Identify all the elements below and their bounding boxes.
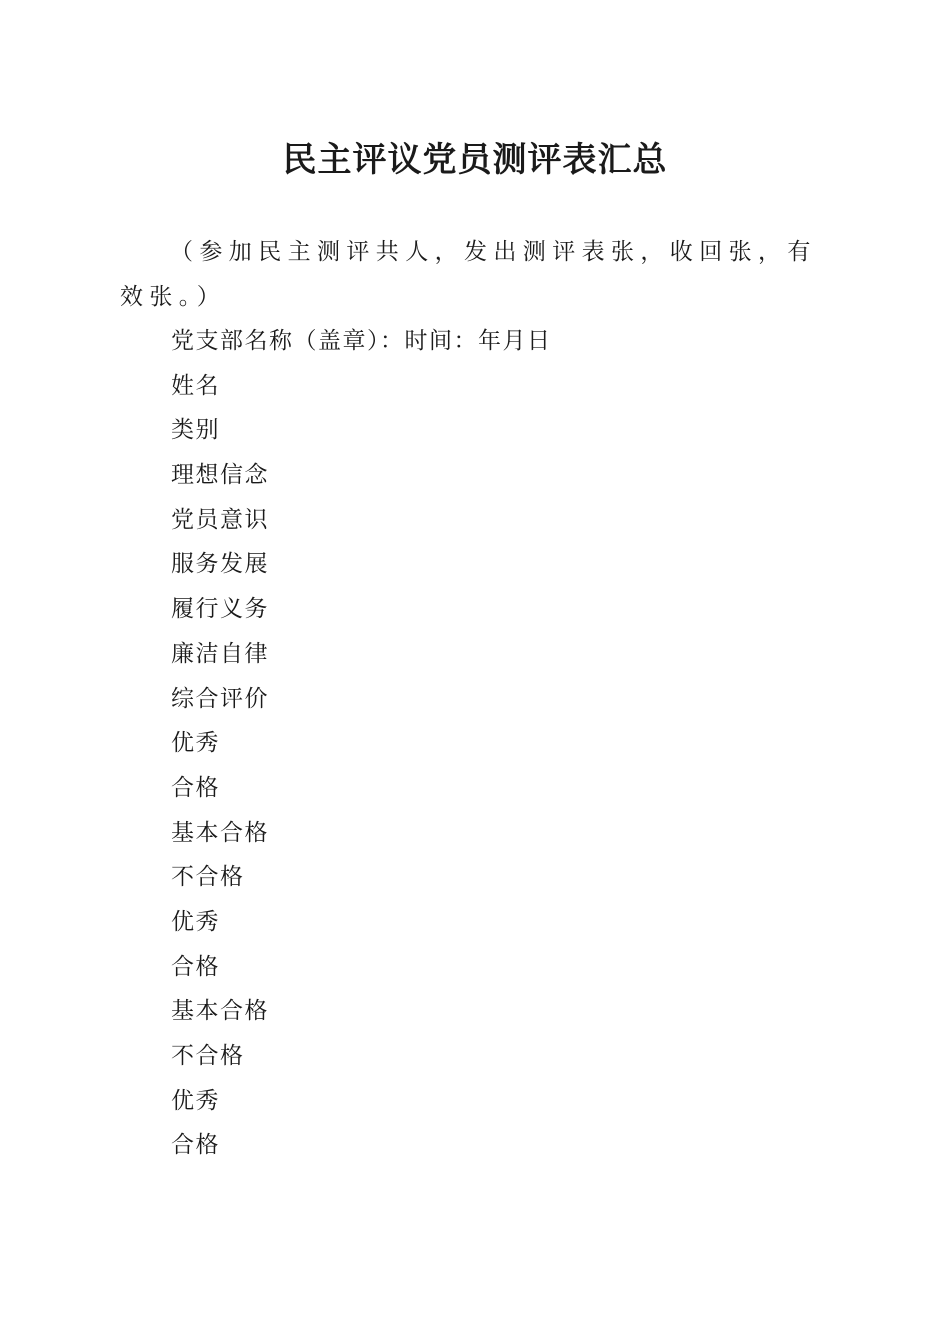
rating-option: 合格 <box>171 1132 220 1159</box>
document-title: 民主评议党员测评表汇总 <box>282 140 668 180</box>
rating-option: 优秀 <box>171 1087 220 1114</box>
field-label: 姓名 <box>171 372 220 399</box>
rating-option: 不合格 <box>171 864 245 891</box>
field-label: 廉洁自律 <box>171 640 269 667</box>
field-label: 党员意识 <box>171 506 269 533</box>
field-label: 综合评价 <box>171 685 269 712</box>
field-label: 类别 <box>171 417 220 444</box>
rating-option: 优秀 <box>171 730 220 757</box>
intro-paragraph: （参加民主测评共人，发出测评表张，收回张，有效张。） <box>120 239 817 310</box>
branch-name-line: 党支部名称（盖章）：时间：年月日 <box>171 328 552 354</box>
rating-option: 基本合格 <box>171 998 269 1025</box>
rating-option: 合格 <box>171 774 220 801</box>
field-label: 理想信念 <box>171 462 269 489</box>
rating-option: 合格 <box>171 953 220 980</box>
rating-option: 基本合格 <box>171 819 269 846</box>
field-label: 履行义务 <box>171 596 269 623</box>
rating-option: 优秀 <box>171 908 220 935</box>
rating-option: 不合格 <box>171 1043 245 1069</box>
form-lines <box>171 319 871 1168</box>
field-label: 服务发展 <box>171 551 269 578</box>
